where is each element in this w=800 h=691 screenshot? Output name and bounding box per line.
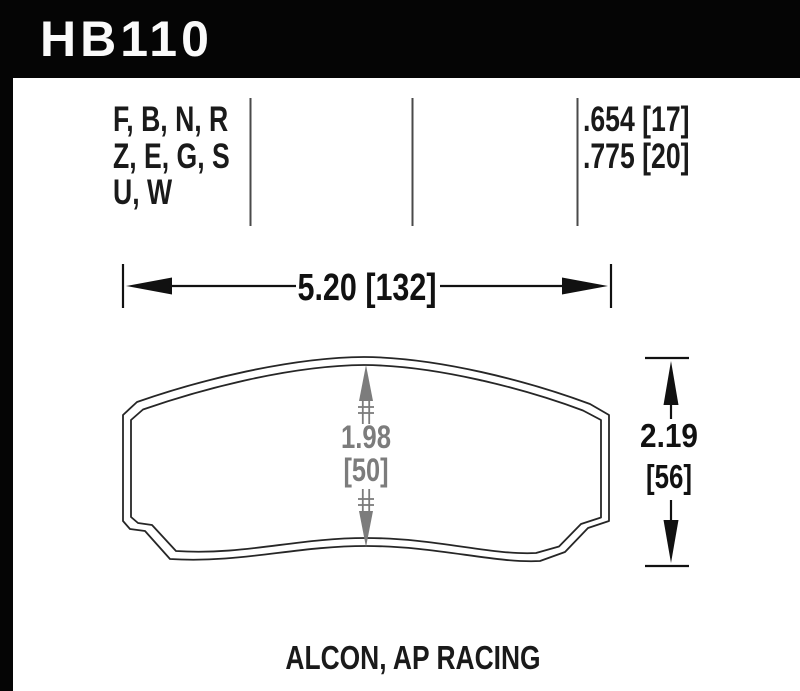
arrowhead-down-icon [664, 520, 679, 563]
compound-row: F, B, N, R [113, 100, 229, 139]
pad-height-mm-label: [50] [343, 452, 389, 488]
compound-row: Z, E, G, S [113, 136, 230, 176]
compound-row: U, W [113, 173, 173, 212]
caliper-applications-label: ALCON, AP RACING [285, 639, 541, 676]
width-dimension-label: 5.20 [132] [297, 267, 437, 309]
plate-height-dimension [640, 358, 698, 566]
pad-height-in-label: 1.98 [341, 419, 391, 455]
part-number: HB110 [40, 11, 213, 67]
arrowhead-left-icon [126, 278, 172, 295]
arrowhead-right-icon [562, 278, 608, 295]
plate-height-mm-label: [56] [646, 458, 692, 495]
arrowhead-up-icon [664, 361, 679, 405]
thickness-row: .775 [20] [583, 136, 690, 176]
plate-height-in-label: 2.19 [640, 417, 698, 454]
table-divider-lines [251, 98, 578, 226]
width-dimension [123, 264, 611, 309]
thickness-row: .654 [17] [583, 100, 690, 139]
